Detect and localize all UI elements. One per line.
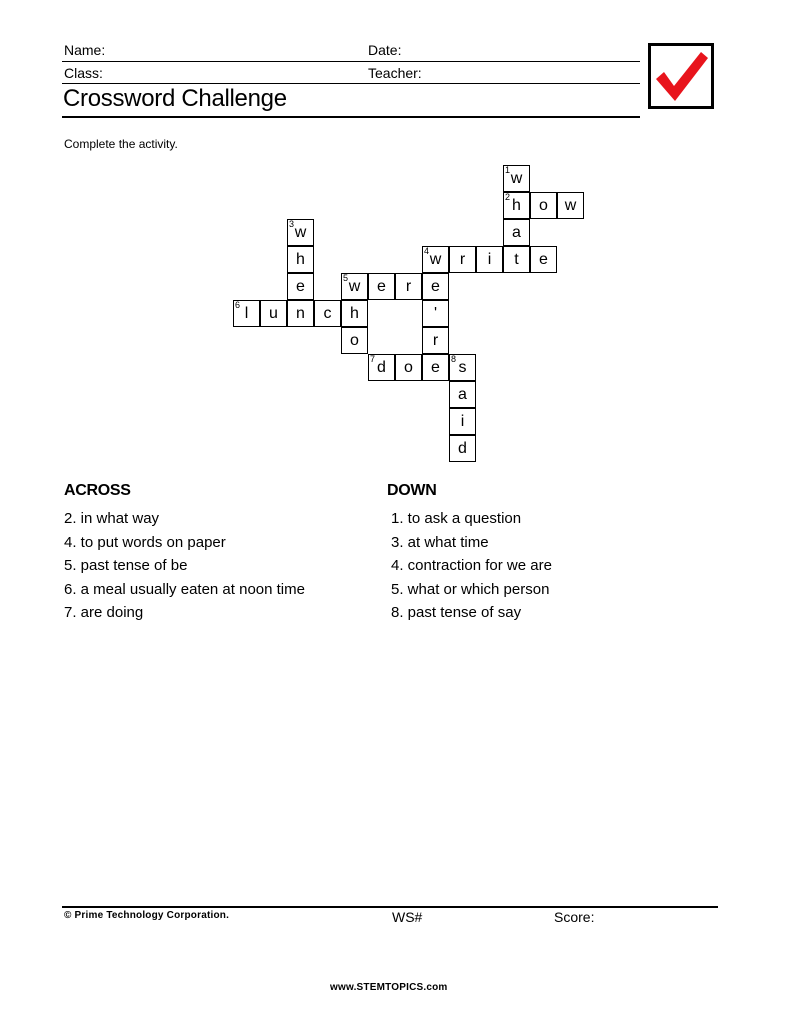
crossword-cell[interactable] <box>422 300 449 327</box>
crossword-cell[interactable] <box>530 246 557 273</box>
across-clue: 2. in what way <box>64 510 160 527</box>
class-label: Class: <box>64 65 103 81</box>
crossword-cell[interactable] <box>341 327 368 354</box>
logo-box <box>648 43 714 109</box>
cell-letter: o <box>350 332 359 349</box>
website: www.STEMTOPICS.com <box>330 982 448 993</box>
name-label: Name: <box>64 42 106 58</box>
cell-letter: u <box>269 305 278 322</box>
cell-letter: o <box>539 197 548 214</box>
crossword-cell[interactable] <box>449 246 476 273</box>
crossword-cell[interactable] <box>341 273 368 300</box>
teacher-label: Teacher: <box>368 65 422 81</box>
crossword-cell[interactable] <box>503 192 530 219</box>
cell-letter: s <box>458 359 467 376</box>
cell-letter: e <box>539 251 548 268</box>
header-rule-2 <box>62 83 640 84</box>
cell-letter: h <box>350 305 359 322</box>
crossword-cell[interactable] <box>449 381 476 408</box>
cell-letter: w <box>294 224 307 241</box>
crossword-cell[interactable] <box>503 246 530 273</box>
checkmark-icon <box>651 46 711 106</box>
crossword-cell[interactable] <box>422 246 449 273</box>
cell-letter: r <box>459 251 466 268</box>
crossword-cell[interactable] <box>449 435 476 462</box>
crossword-cell[interactable] <box>395 273 422 300</box>
cell-letter: r <box>432 332 439 349</box>
crossword-cell[interactable] <box>557 192 584 219</box>
page-title: Crossword Challenge <box>63 85 287 112</box>
cell-letter: i <box>487 251 492 268</box>
cell-letter: h <box>512 197 521 214</box>
cell-letter: t <box>514 251 519 268</box>
crossword-cell[interactable] <box>530 192 557 219</box>
cell-letter: e <box>431 278 440 295</box>
crossword-cell[interactable] <box>422 354 449 381</box>
crossword-cell[interactable] <box>287 273 314 300</box>
crossword-cell[interactable] <box>287 219 314 246</box>
clue-number: 8 <box>451 354 457 364</box>
ws-label: WS# <box>392 909 423 925</box>
across-clue: 4. to put words on paper <box>64 534 226 551</box>
clue-number: 1 <box>505 165 511 175</box>
crossword-cell[interactable] <box>287 246 314 273</box>
clue-number: 5 <box>343 273 349 283</box>
crossword-cell[interactable] <box>341 300 368 327</box>
cell-letter: o <box>404 359 413 376</box>
clue-number: 7 <box>370 354 376 364</box>
cell-letter: e <box>431 359 440 376</box>
crossword-cell[interactable] <box>233 300 260 327</box>
down-clue: 5. what or which person <box>391 581 550 598</box>
cell-letter: ' <box>433 305 438 322</box>
across-clue: 7. are doing <box>64 604 144 621</box>
crossword-cell[interactable] <box>449 408 476 435</box>
footer-rule <box>62 906 718 908</box>
crossword-cell[interactable] <box>260 300 287 327</box>
cell-letter: w <box>429 251 442 268</box>
cell-letter: a <box>458 386 467 403</box>
cell-letter: a <box>512 224 521 241</box>
cell-letter: l <box>244 305 249 322</box>
cell-letter: h <box>296 251 305 268</box>
across-heading: ACROSS <box>64 482 131 499</box>
crossword-cell[interactable] <box>395 354 422 381</box>
cell-letter: w <box>564 197 577 214</box>
cell-letter: w <box>348 278 361 295</box>
cell-letter: c <box>323 305 332 322</box>
instructions: Complete the activity. <box>64 137 178 151</box>
score-label: Score: <box>554 909 595 925</box>
cell-letter: w <box>510 170 523 187</box>
crossword-cell[interactable] <box>287 300 314 327</box>
cell-letter: e <box>377 278 386 295</box>
date-label: Date: <box>368 42 402 58</box>
crossword-cell[interactable] <box>368 273 395 300</box>
header-rule-1 <box>62 61 640 62</box>
across-clue: 5. past tense of be <box>64 557 188 574</box>
header-rule-3 <box>62 116 640 118</box>
clue-number: 6 <box>235 300 241 310</box>
crossword-cell[interactable] <box>503 219 530 246</box>
crossword-cell[interactable] <box>422 327 449 354</box>
cell-letter: d <box>458 440 467 457</box>
crossword-cell[interactable] <box>449 354 476 381</box>
clue-number: 4 <box>424 246 430 256</box>
down-clue: 1. to ask a question <box>391 510 522 527</box>
down-heading: DOWN <box>387 482 437 499</box>
down-clue: 4. contraction for we are <box>391 557 552 574</box>
cell-letter: e <box>296 278 305 295</box>
crossword-cell[interactable] <box>422 273 449 300</box>
copyright: © Prime Technology Corporation. <box>64 910 230 921</box>
across-clue: 6. a meal usually eaten at noon time <box>64 581 305 598</box>
crossword-cell[interactable] <box>368 354 395 381</box>
clue-number: 3 <box>289 219 295 229</box>
down-clue: 3. at what time <box>391 534 489 551</box>
down-clue: 8. past tense of say <box>391 604 522 621</box>
cell-letter: n <box>296 305 305 322</box>
crossword-cell[interactable] <box>314 300 341 327</box>
cell-letter: d <box>377 359 386 376</box>
cell-letter: r <box>405 278 412 295</box>
clue-number: 2 <box>505 192 511 202</box>
cell-letter: i <box>460 413 465 430</box>
crossword-cell[interactable] <box>476 246 503 273</box>
crossword-cell[interactable] <box>503 165 530 192</box>
